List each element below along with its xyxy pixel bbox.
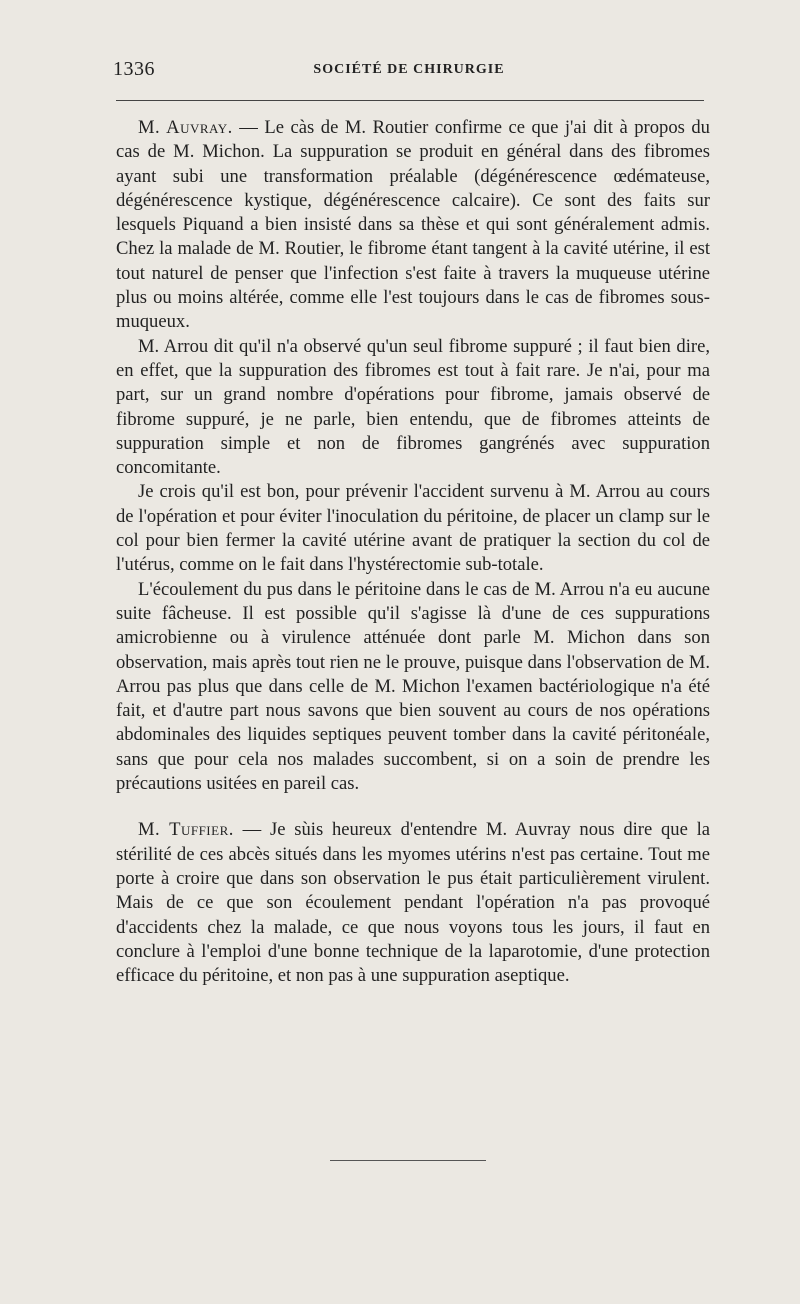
paragraph-text: — Le càs de M. Routier confirme ce que j'ai dit à propos du cas de M. Michon. La suppuration se produit en général dans des fibromes ayant subi une transformation préalable (dégénérescence œdémateuse, dégénérescence kystique, dégénérescence calcaire). Ce sont des faits sur lesquels Piquand a bien insisté dans sa thèse et qui sont généralement admis. Chez la malade de M. Routier, le fibrome étant tangent à la cavité utérine, il est tout naturel de penser que l'infection s'est faite à travers la muqueuse utérine plus ou moins altérée, comme elle l'est toujours dans le cas de fibromes sous-muqueux.: [116, 117, 710, 333]
paragraph-text: M. Arrou dit qu'il n'a observé qu'un seul fibrome suppuré ; il faut bien dire, en effet, que la suppuration des fibromes est tout à fait rare. Je n'ai, pour ma part, sur un grand nombre d'opérations pour fibrome, jamais observé de fibrome suppuré, je ne parle, bien entendu, que de fibromes atteints de suppuration simple et non de fibromes gangrénés avec suppuration concomitante.: [116, 335, 710, 479]
paragraph-text: — Je sùis heureux d'entendre M. Auvray nous dire que la stérilité de ces abcès situés dans les myomes utérins n'est pas certaine. Tout me porte à croire que dans son observation le pus était particulièrement virulent. Mais de ce que son écoulement pendant l'opération n'a pas provoqué d'accidents chez la malade, ce que nous voyons tous les jours, il faut en conclure à l'emploi d'une bonne technique de la laparotomie, d'une protection efficace du péritoine, et non pas à une suppuration aseptique.: [116, 819, 711, 987]
paragraph-tuffier: [116, 818, 710, 988]
paragraph-auvray: [116, 116, 710, 335]
page-number: 1336: [113, 58, 155, 80]
speaker-name: M. Auvray.: [138, 117, 233, 138]
paragraph-text: L'écoulement du pus dans le péritoine dans le cas de M. Arrou n'a eu aucune suite fâcheuse. Il est possible qu'il s'agisse là d'une de ces suppurations amicrobienne ou à virulence atténuée dont parle M. Michon dans son observation, mais après tout rien ne le prouve, puisque dans l'observation de M. Arrou pas plus que dans celle de M. Michon l'examen bactériologique n'a été fait, et d'autre part nous savons que bien souvent au cours de nos opérations abdominales des liquides septiques peuvent tomber dans la cavité péritonéale, sans que pour cela nos malades succombent, si on a soin de prendre les précautions usitées en pareil cas.: [116, 578, 710, 795]
section-end-rule: [330, 1160, 486, 1161]
page-header: [113, 58, 705, 84]
header-rule: [116, 100, 704, 101]
body-text: [116, 116, 710, 988]
paragraph-ecoulement: [116, 578, 710, 797]
paragraph-text: Je crois qu'il est bon, pour prévenir l'accident survenu à M. Arrou au cours de l'opération et pour éviter l'inoculation du péritoine, de placer un clamp sur le col pour bien fermer la cavité utérine avant de pratiquer la section du col de l'utérus, comme on le fait dans l'hystérectomie sub-totale.: [116, 481, 710, 576]
paragraph-arrou: [116, 335, 710, 481]
speaker-name: M. Tuffier.: [138, 819, 234, 841]
paragraph-clamp: [116, 480, 710, 577]
running-title: SOCIÉTÉ DE CHIRURGIE: [313, 62, 505, 77]
